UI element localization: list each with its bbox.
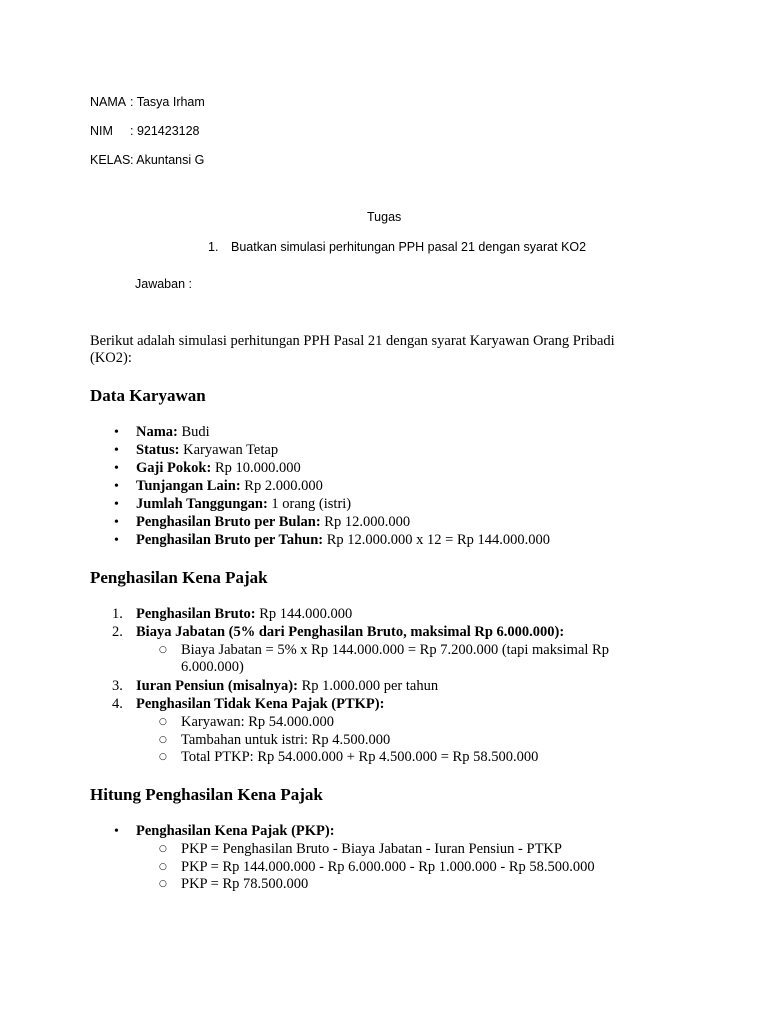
kelas-label: KELAS xyxy=(90,153,131,167)
answer-label: Jawaban : xyxy=(135,277,192,291)
sub-item: PKP = Penghasilan Bruto - Biaya Jabatan - Iuran Pensiun - PTKP xyxy=(181,841,562,857)
item-label: Nama: xyxy=(136,424,178,440)
item-number: 4. xyxy=(112,696,123,712)
bullet-icon: • xyxy=(114,497,119,512)
bullet-icon: • xyxy=(114,479,119,494)
circle-bullet-icon: ○ xyxy=(159,735,167,745)
item-value: Rp 12.000.000 xyxy=(320,514,411,530)
item-value: Rp 12.000.000 x 12 = Rp 144.000.000 xyxy=(323,532,550,548)
item-label: Penghasilan Kena Pajak (PKP): xyxy=(136,823,335,839)
sub-item: PKP = Rp 78.500.000 xyxy=(181,876,309,892)
circle-bullet-icon: ○ xyxy=(159,862,167,872)
sub-item: Karyawan: Rp 54.000.000 xyxy=(181,714,335,730)
item-number: 1. xyxy=(112,606,123,622)
item-label: Iuran Pensiun (misalnya): xyxy=(136,678,298,694)
bullet-icon: • xyxy=(114,824,119,839)
item-label: Tunjangan Lain: xyxy=(136,478,241,494)
bullet-icon: • xyxy=(114,461,119,476)
item-label: Penghasilan Bruto per Tahun: xyxy=(136,532,324,548)
sub-item-line: 6.000.000) xyxy=(181,659,244,675)
sub-item: PKP = Rp 144.000.000 - Rp 6.000.000 - Rp 1.000.000 - Rp 58.500.000 xyxy=(181,859,595,875)
bullet-icon: • xyxy=(114,443,119,458)
circle-bullet-icon: ○ xyxy=(159,752,167,762)
data-karyawan-heading: Data Karyawan xyxy=(90,386,206,405)
item-value: Budi xyxy=(177,424,210,440)
hitung-pkp-heading: Hitung Penghasilan Kena Pajak xyxy=(90,785,323,804)
item-label: Penghasilan Tidak Kena Pajak (PTKP): xyxy=(136,696,385,712)
sub-item: Total PTKP: Rp 54.000.000 + Rp 4.500.000 = Rp 58.500.000 xyxy=(181,749,539,765)
item-value: Karyawan Tetap xyxy=(179,442,279,458)
circle-bullet-icon: ○ xyxy=(159,717,167,727)
name-label: NAMA xyxy=(90,95,127,109)
circle-bullet-icon: ○ xyxy=(159,844,167,854)
kelas-value: : Akuntansi G xyxy=(130,153,205,167)
item-value: Rp 2.000.000 xyxy=(240,478,323,494)
item-number: 2. xyxy=(112,624,123,640)
nim-label: NIM xyxy=(90,124,113,138)
circle-bullet-icon: ○ xyxy=(159,879,167,889)
bullet-icon: • xyxy=(114,515,119,530)
item-label: Biaya Jabatan (5% dari Penghasilan Bruto, maksimal Rp 6.000.000): xyxy=(136,624,565,640)
item-value: Rp 144.000.000 xyxy=(255,606,353,622)
item-label: Penghasilan Bruto per Bulan: xyxy=(136,514,321,530)
item-label: Gaji Pokok: xyxy=(136,460,212,476)
task-title: Tugas xyxy=(367,210,402,224)
bullet-icon: • xyxy=(114,533,119,548)
item-label: Penghasilan Bruto: xyxy=(136,606,256,622)
intro-line-1: Berikut adalah simulasi perhitungan PPH Pasal 21 dengan syarat Karyawan Orang Pribadi xyxy=(90,333,615,349)
item-label: Jumlah Tanggungan: xyxy=(136,496,268,512)
item-value: Rp 10.000.000 xyxy=(211,460,301,476)
item-label: Status: xyxy=(136,442,180,458)
question-text: Buatkan simulasi perhitungan PPH pasal 21 dengan syarat KO2 xyxy=(231,240,587,254)
nim-value: : 921423128 xyxy=(130,124,200,138)
intro-line-2: (KO2): xyxy=(90,350,132,366)
sub-item-line: Biaya Jabatan = 5% x Rp 144.000.000 = Rp 7.200.000 (tapi maksimal Rp xyxy=(181,642,609,658)
name-value: : Tasya Irham xyxy=(130,95,205,109)
item-number: 3. xyxy=(112,678,123,694)
item-value: 1 orang (istri) xyxy=(267,496,352,512)
sub-item: Tambahan untuk istri: Rp 4.500.000 xyxy=(181,732,391,748)
pkp-heading: Penghasilan Kena Pajak xyxy=(90,568,268,587)
item-value: Rp 1.000.000 per tahun xyxy=(297,678,439,694)
circle-bullet-icon: ○ xyxy=(159,645,167,655)
bullet-icon: • xyxy=(114,425,119,440)
question-number: 1. xyxy=(208,240,219,254)
